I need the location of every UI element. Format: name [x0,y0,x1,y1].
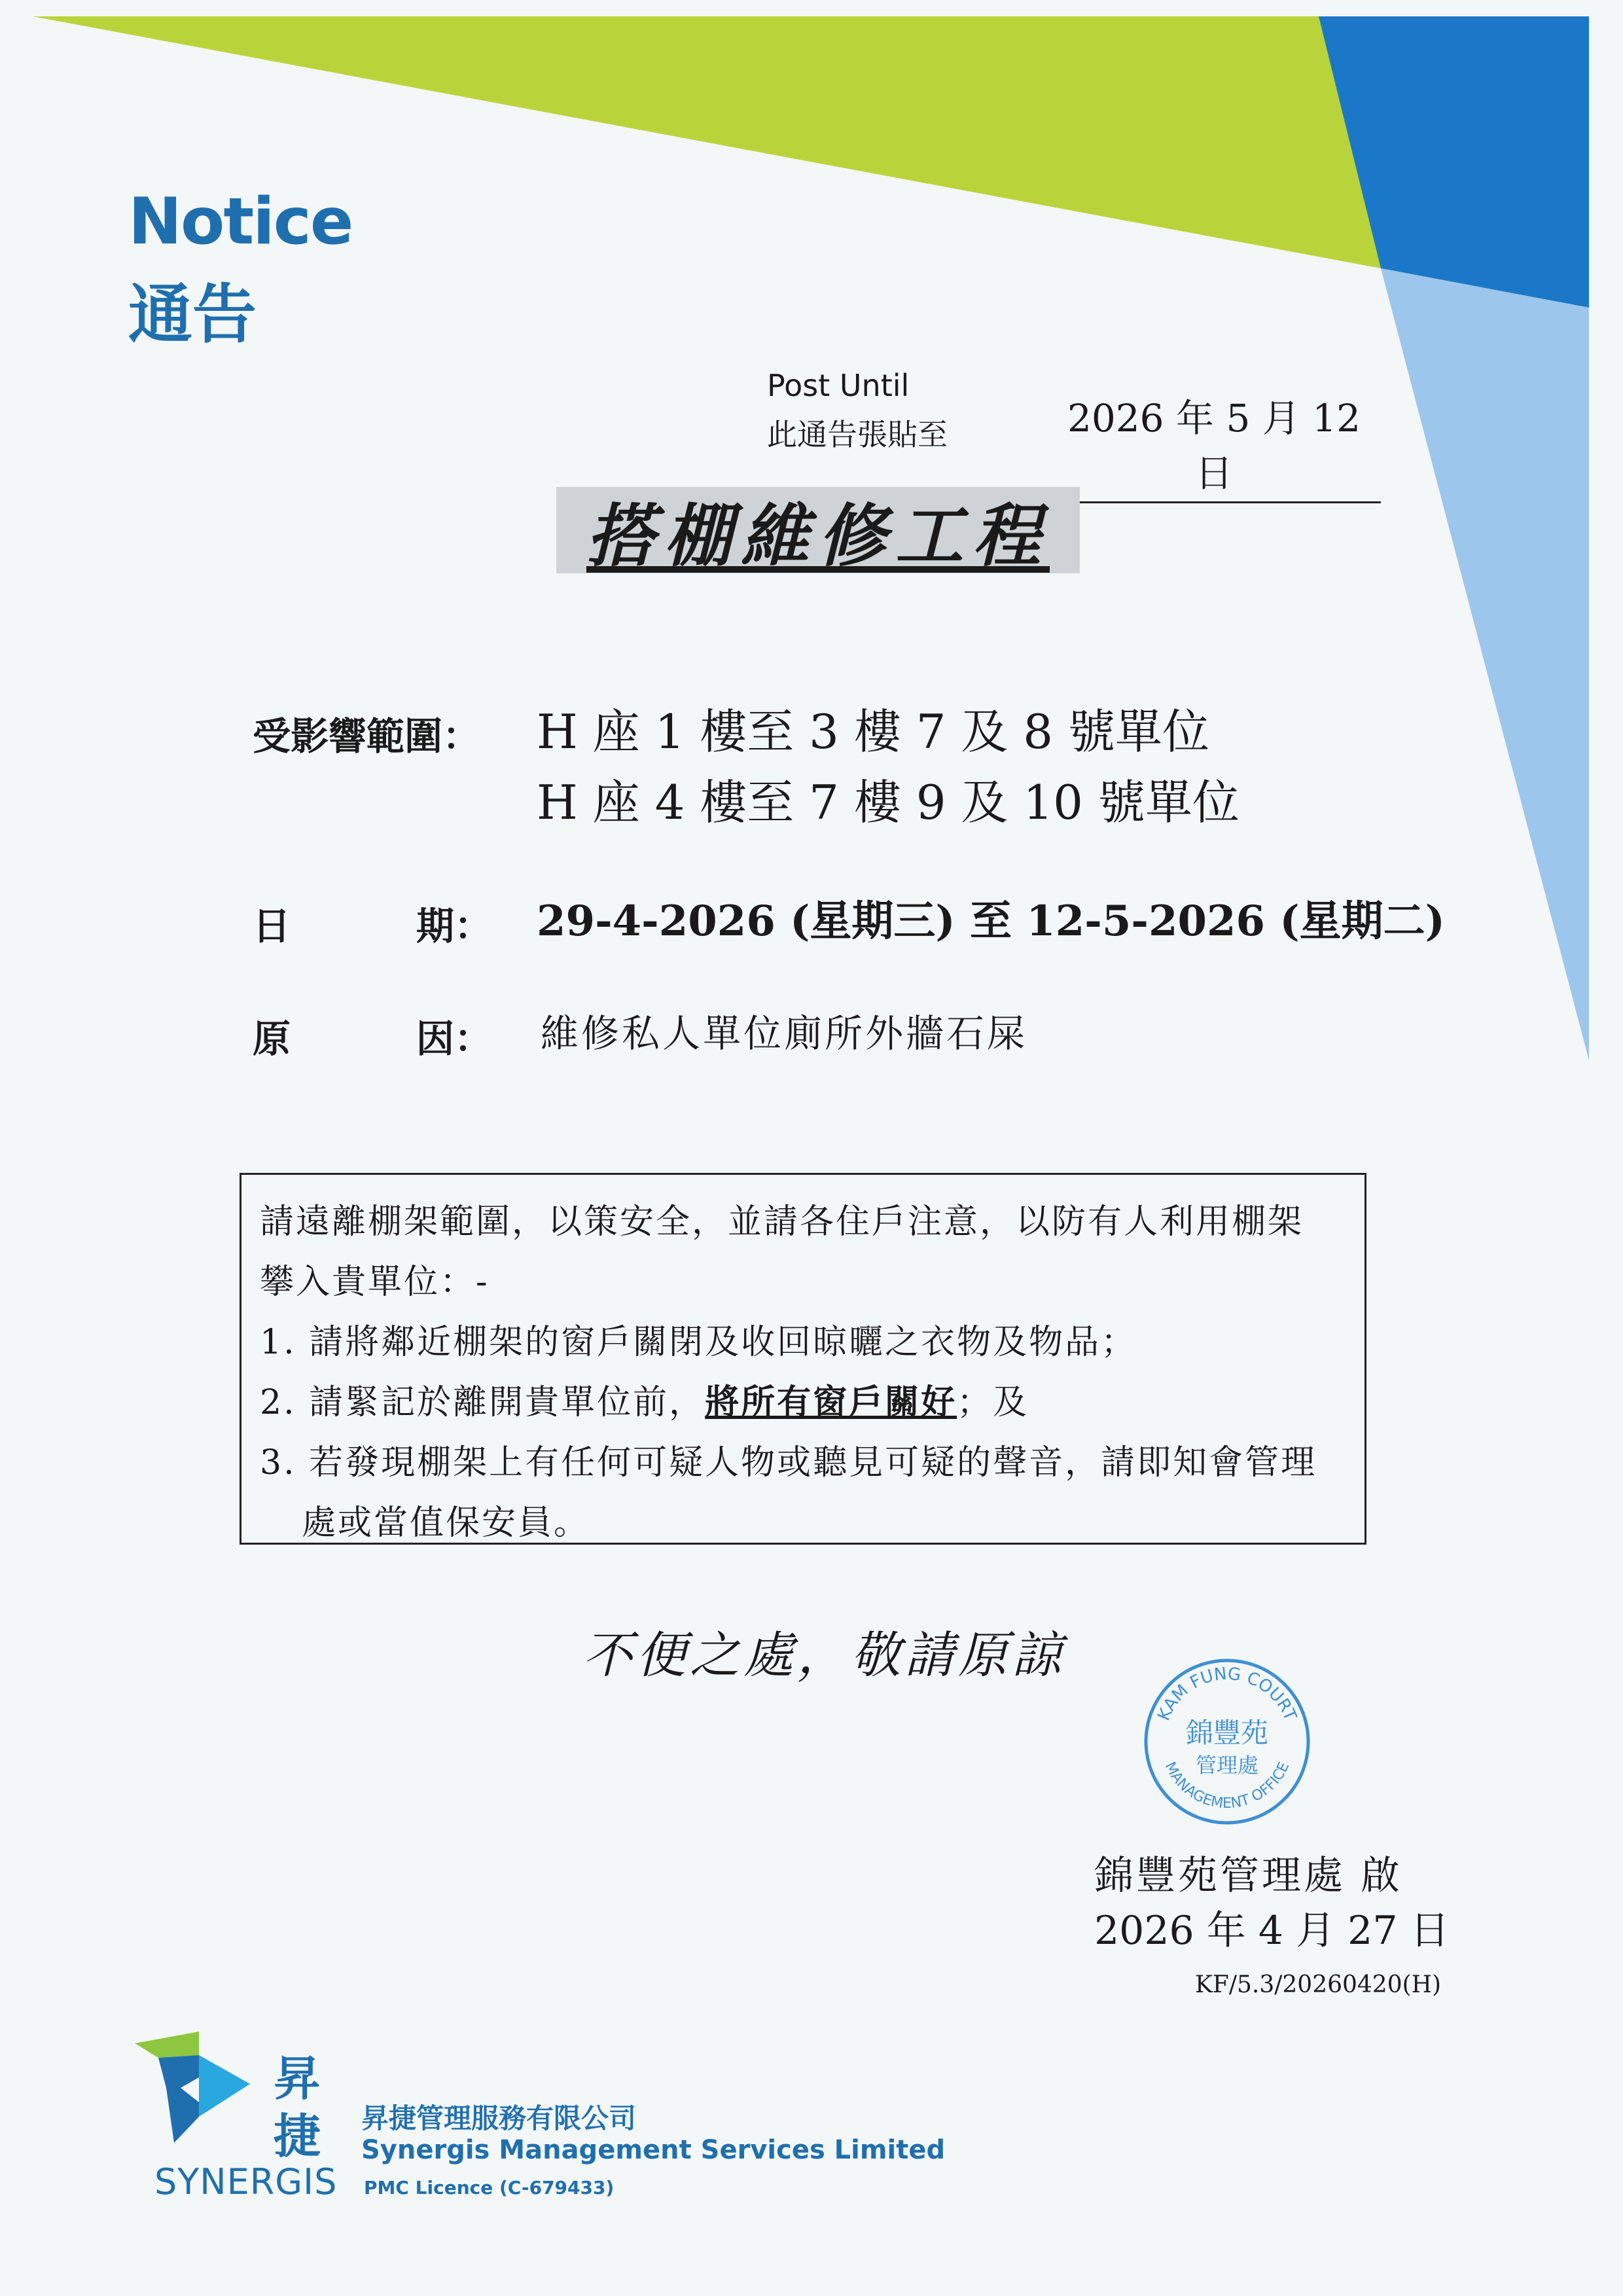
logo-zh-char-1: 昇 [274,2051,321,2106]
logo-blue-shape [158,2055,199,2143]
title-banner [556,487,1080,576]
company-name-zh: 昇捷管理服務有限公司 [361,2102,637,2134]
notice-title: 搭棚維修工程 [586,495,1050,576]
advisory-intro-1: 請遠離棚架範圍，以策安全，並請各住戶注意，以防有人利用棚架 [260,1202,1304,1242]
reason-value: 維修私人單位廁所外牆石屎 [541,1011,1028,1056]
closing-apology: 不便之處，敬請原諒 [582,1626,1065,1684]
advisory-item-1: 1. 請將鄰近棚架的窗戶關閉及收回晾曬之衣物及物品； [260,1323,1137,1362]
stamp-text-top: KAM FUNG COURT [1154,1664,1300,1724]
reason-label-a: 原 [253,1016,291,1061]
post-until-date: 2026 年 5 月 12 日 [1047,387,1381,503]
affected-line-1: H 座 1 樓至 3 樓 7 及 8 號單位 [537,704,1210,759]
logo-cyan-shape [199,2055,250,2117]
advisory-item-2-prefix: 2. 請緊記於離開貴單位前， [260,1383,705,1422]
advisory-item-3-line-1: 3. 若發現棚架上有任何可疑人物或聽見可疑的聲音，請即知會管理 [260,1443,1317,1482]
notice-heading-en: Notice [128,185,353,259]
affected-line-2: H 座 4 樓至 7 樓 9 及 10 號單位 [537,775,1240,830]
management-office-stamp [1141,1656,1313,1827]
post-until-label-zh: 此通告張貼至 [767,417,948,452]
advisory-box [240,1173,1366,1545]
logo-green-shape [135,2032,199,2058]
advisory-item-2-suffix: ；及 [957,1383,1029,1422]
reference-number: KF/5.3/20260420(H) [1195,1971,1442,1998]
date-label-b: 期： [416,904,493,948]
logo-zh-char-2: 捷 [274,2109,321,2164]
stamp-text-zh-2: 管理處 [1195,1753,1259,1778]
post-until-label-en: Post Until [767,368,910,403]
affected-label: 受影響範圍： [253,714,481,759]
synergis-logo-mark [135,2032,275,2162]
date-label-a: 日 [253,904,291,948]
stamp-text-bottom: MANAGEMENT OFFICE [1161,1759,1293,1812]
advisory-item-2-emphasis: 將所有窗戶關好 [705,1382,957,1422]
pmc-licence: PMC Licence (C-679433) [364,2177,615,2198]
advisory-intro-2: 攀入貴單位：- [260,1263,490,1302]
signature-date: 2026 年 4 月 27 日 [1094,1908,1450,1954]
advisory-item-2 [260,1372,1346,1433]
logo-wordmark: SYNERGIS [154,2161,338,2202]
signature-office: 錦豐苑管理處 啟 [1094,1853,1403,1899]
reason-label-b: 因： [416,1016,493,1061]
stamp-text-zh-1: 錦豐苑 [1185,1717,1269,1749]
date-value: 29-4-2026 (星期三) 至 12-5-2026 (星期二) [537,897,1445,946]
company-name-en: Synergis Management Services Limited [361,2135,946,2165]
notice-heading-zh: 通告 [128,278,257,352]
advisory-item-3-line-2: 處或當值保安員。 [302,1503,590,1543]
